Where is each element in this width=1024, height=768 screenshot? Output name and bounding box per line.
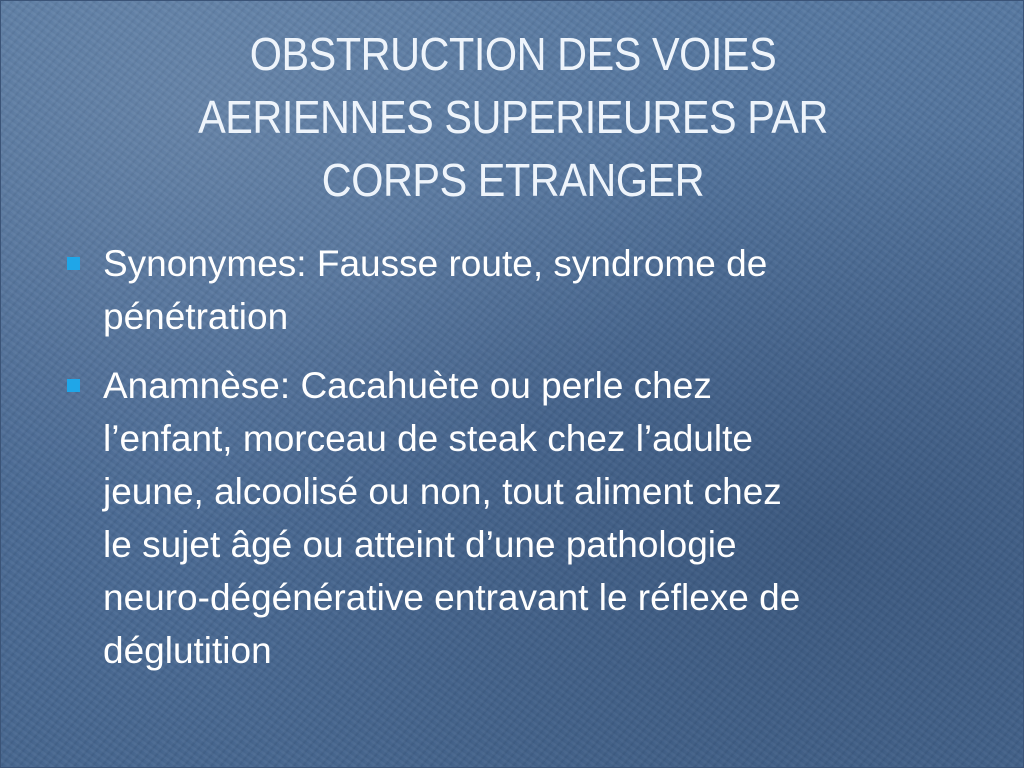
bullet-item-synonymes — [63, 237, 983, 343]
bullet-text-line: pénétration — [103, 296, 289, 337]
bullet-text-line: neuro-dégénérative entravant le réflexe de — [103, 577, 801, 618]
bullet-text-line: Synonymes: Fausse route, syndrome de — [103, 243, 768, 284]
title-line: AERIENNES SUPERIEURES PAR — [198, 91, 828, 143]
bullet-list — [63, 237, 983, 693]
title-line: OBSTRUCTION DES VOIES — [249, 28, 777, 80]
bullet-text-line: le sujet âgé ou atteint d’une pathologie — [103, 524, 737, 565]
bullet-text-line: Anamnèse: Cacahuète ou perle chez — [103, 365, 712, 406]
square-bullet-icon — [67, 257, 80, 270]
bullet-text-line: jeune, alcoolisé ou non, tout aliment chez — [103, 471, 782, 512]
bullet-text-line: l’enfant, morceau de steak chez l’adulte — [103, 418, 753, 459]
bullet-text-line: déglutition — [103, 630, 272, 671]
square-bullet-icon — [67, 379, 80, 392]
title-line: CORPS ETRANGER — [321, 154, 705, 206]
bullet-item-anamnese — [63, 359, 983, 677]
slide-title — [106, 23, 920, 212]
